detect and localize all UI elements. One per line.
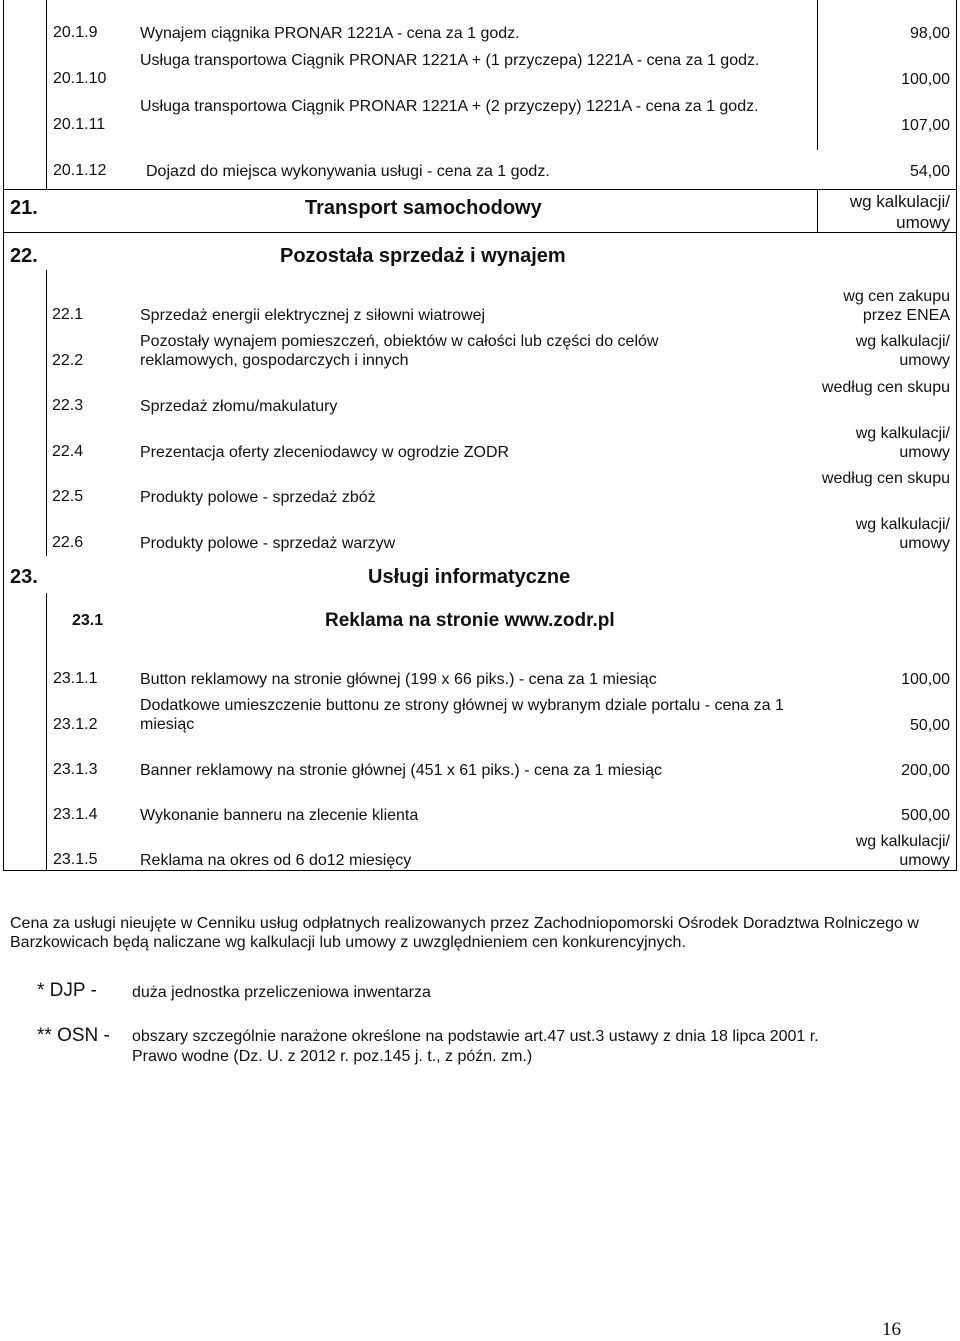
row-description: Sprzedaż złomu/makulatury	[140, 398, 338, 415]
table-inner-left	[46, 0, 47, 190]
row-description: Banner reklamowy na stronie głównej (451 x 61 piks.) - cena za 1 miesiąc	[140, 762, 663, 779]
row-description: Usługa transportowa Ciągnik PRONAR 1221A + (2 przyczepy) 1221A - cena za 1 godz.	[140, 98, 759, 115]
section-price: wg kalkulacji/ umowy	[849, 192, 950, 232]
section-number: 23.	[10, 566, 38, 588]
section-title: Transport samochodowy	[305, 197, 542, 219]
note-osn-text-2: Prawo wodne (Dz. U. z 2012 r. poz.145 j. t., z późn. zm.)	[132, 1048, 533, 1065]
row-description: Wynajem ciągnika PRONAR 1221A - cena za 1 godz.	[140, 25, 520, 42]
sec21-bottom-line	[3, 232, 957, 233]
row-number: 23.1.5	[53, 851, 98, 868]
table-inner-left-3	[46, 593, 47, 871]
row-price: wg cen zakupu przez ENEA	[843, 288, 950, 324]
row-description: Pozostały wynajem pomieszczeń, obiektów w całości lub części do celów reklamowych, gospodarczych i innych	[140, 333, 659, 369]
row-number: 20.1.10	[53, 70, 107, 87]
row-price: 100,00	[901, 671, 950, 688]
row-number: 20.1.11	[53, 116, 106, 133]
note-osn-symbol: ** OSN -	[37, 1025, 110, 1046]
row-price: 500,00	[901, 807, 950, 824]
row-price: 100,00	[901, 71, 950, 88]
table-border-right	[956, 0, 957, 871]
row-number: 22.4	[52, 443, 84, 460]
section-number: 21.	[10, 197, 38, 219]
section-title: Pozostała sprzedaż i wynajem	[280, 245, 566, 267]
row-number: 23.1.3	[53, 761, 98, 778]
table-border-left	[3, 0, 4, 871]
table-inner-left-2	[46, 270, 47, 556]
row-description: Button reklamowy na stronie głównej (199 x 66 piks.) - cena za 1 miesiąc	[140, 671, 657, 688]
row-description: Reklama na okres od 6 do12 miesięcy	[140, 852, 412, 869]
row-number: 23.1.2	[53, 716, 98, 733]
row-number: 22.2	[52, 352, 84, 369]
sec21-top-line	[3, 189, 957, 190]
row-number: 20.1.9	[53, 24, 98, 41]
note-osn-text: obszary szczególnie narażone określone na podstawie art.47 ust.3 ustawy z dnia 18 lipca 2001 r.	[132, 1028, 819, 1045]
section-title: Usługi informatyczne	[368, 566, 571, 588]
row-number: 22.6	[52, 534, 84, 551]
row-price: według cen skupu	[821, 379, 950, 396]
footer-text: Cena za usługi nieujęte w Cenniku usług odpłatnych realizowanych przez Zachodniopomorski Ośrodek Doradztwa Rolniczego w Barzkowicach będą naliczane wg kalkulacji lub umowy z uwzględnieniem cen konkurencyjnych.	[10, 915, 919, 951]
row-description: Dodatkowe umieszczenie buttonu ze strony głównej w wybranym dziale portalu - cena za 1 miesiąc	[140, 697, 784, 733]
price-col-line	[817, 0, 818, 150]
row-description: Sprzedaż energii elektrycznej z siłowni wiatrowej	[140, 307, 486, 324]
row-description: Prezentacja oferty zleceniodawcy w ogrodzie ZODR	[140, 444, 510, 461]
row-number: 22.5	[52, 488, 84, 505]
row-number: 22.3	[52, 397, 84, 414]
page-number: 16	[882, 1319, 901, 1340]
note-djp-symbol: * DJP -	[37, 980, 97, 1001]
row-price: według cen skupu	[821, 470, 950, 487]
row-number: 23.1.1	[53, 670, 98, 687]
row-price: 200,00	[901, 762, 950, 779]
row-description: Wykonanie banneru na zlecenie klienta	[140, 807, 419, 824]
row-price: wg kalkulacji/ umowy	[855, 333, 950, 369]
row-description: Usługa transportowa Ciągnik PRONAR 1221A + (1 przyczepa) 1221A - cena za 1 godz.	[140, 52, 760, 69]
row-price: wg kalkulacji/ umowy	[855, 833, 950, 869]
subsection-title: Reklama na stronie www.zodr.pl	[325, 610, 615, 631]
row-number: 22.1	[52, 306, 84, 323]
row-price: 50,00	[909, 717, 950, 734]
price-col-line-2	[817, 190, 818, 232]
row-price: 98,00	[909, 25, 950, 42]
row-price: 107,00	[901, 117, 950, 134]
note-djp-text: duża jednostka przeliczeniowa inwentarza	[132, 984, 431, 1001]
row-price: 54,00	[909, 163, 950, 180]
table-border-bottom	[3, 870, 957, 871]
row-description: Produkty polowe - sprzedaż zbóż	[140, 489, 376, 506]
subsection-number: 23.1	[72, 612, 104, 629]
row-price: wg kalkulacji/ umowy	[855, 516, 950, 552]
row-description: Produkty polowe - sprzedaż warzyw	[140, 535, 396, 552]
row-description: Dojazd do miejsca wykonywania usługi - cena za 1 godz.	[146, 163, 550, 180]
row-number: 23.1.4	[53, 806, 98, 823]
row-price: wg kalkulacji/ umowy	[855, 425, 950, 461]
section-number: 22.	[10, 245, 38, 267]
row-number: 20.1.12	[53, 162, 107, 179]
